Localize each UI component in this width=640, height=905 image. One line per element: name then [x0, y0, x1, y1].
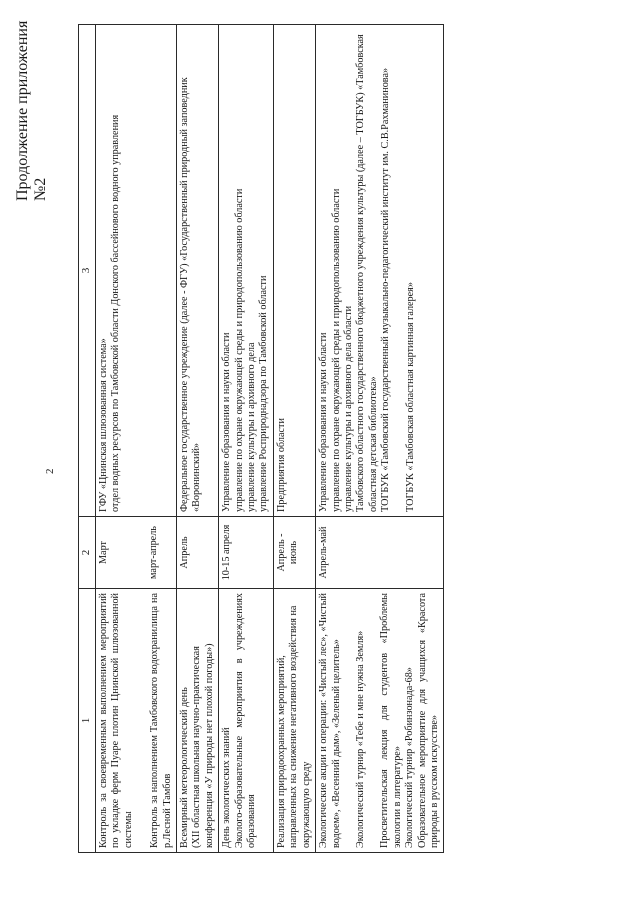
table-row — [219, 25, 274, 853]
event-text: Экологические акции и операции: «Чистый лес», «Чистый водоем», «Весенний дым», «Зеленый целитель» — [318, 593, 342, 848]
organizer-cell — [219, 25, 274, 517]
event-text: Контроль за своевременным выполнением мероприятий по укладке ферм Пуаре плотин Цнинской шлюзованной системы — [98, 593, 134, 848]
organizer-text: управление по охране окружающей среды и природопользованию области — [330, 188, 342, 512]
organizer-cell — [273, 25, 315, 517]
spacer — [393, 29, 405, 512]
date-text: Апрель-май — [318, 526, 330, 579]
event-text: Экологический турнир «Тебе и мне нужна Земля» — [354, 630, 366, 848]
date-text: Апрель - июнь — [275, 533, 300, 572]
column-header: 1 — [79, 589, 96, 853]
table-row — [96, 25, 177, 853]
date-text: Апрель — [179, 536, 191, 569]
event-text: Всемирный метеорологический день — [179, 687, 191, 848]
date-text: Март — [98, 541, 109, 564]
events-table — [78, 24, 444, 853]
event-text: День экологических знаний — [221, 727, 233, 848]
organizer-text: управление по охране окружающей среды и природопользованию области — [233, 188, 245, 512]
date-cell — [316, 517, 444, 589]
event-cell — [219, 589, 274, 853]
organizer-text: Тамбовского областного государственного бюджетного учреждения культуры (далее – ТОГБУК) «Тамбовская областная детская библиотека» — [355, 34, 379, 512]
organizer-text: ТОГБУК «Тамбовская областная картинная галерея» — [404, 282, 416, 512]
event-text: Просветительская лекция для студентов «Проблемы экологии в литературе» — [379, 593, 403, 848]
organizer-cell — [316, 25, 444, 517]
event-text: Образовательное мероприятие для учащихся «Красота природы в русском искусстве» — [416, 593, 440, 848]
date-text: март-апрель — [148, 526, 160, 579]
event-cell — [316, 589, 444, 853]
event-text: Контроль за наполнением Тамбовского водохранилища на р.Лесной Тамбов — [149, 593, 173, 848]
table-row — [177, 25, 219, 853]
organizer-text: управление культуры и архивного дела — [246, 342, 258, 512]
spacer — [367, 593, 379, 848]
date-cell — [177, 517, 219, 589]
table-row — [316, 25, 444, 853]
organizer-text: ГФУ «Цнинская шлюзованная система» — [98, 338, 109, 512]
event-text: Эколого-образовательные мероприятия в учреждениях образования — [233, 593, 258, 848]
date-cell — [273, 517, 315, 589]
organizer-text: Управление образования и науки области — [318, 332, 330, 512]
spacer — [343, 593, 355, 848]
page-heading: Продолжение приложения №2 — [14, 20, 49, 201]
organizer-text: ТОГБУК «Тамбовский государственный музыкально-педагогический институт им. С.В.Рахманинова» — [380, 67, 392, 512]
organizer-text: Федеральное государственное учреждение (далее - ФГУ) «Государственный природный заповедник «Воронинский» — [179, 77, 203, 512]
event-cell — [96, 589, 177, 853]
date-text: 10-15 апреля — [221, 524, 233, 581]
event-text: Экологический турнир «Робинзонада-68» — [404, 667, 416, 848]
organizer-text: отдел водных ресурсов по Тамбовской области Донского бассейнового водного управления — [110, 114, 122, 512]
event-cell — [273, 589, 315, 853]
event-cell — [177, 589, 219, 853]
organizer-text: управление Росприроднадзора по Тамбовской области — [258, 275, 270, 512]
table-row — [273, 25, 315, 853]
date-cell — [219, 517, 274, 589]
organizer-cell — [96, 25, 177, 517]
column-header: 3 — [79, 25, 96, 517]
column-header: 2 — [79, 517, 96, 589]
organizer-text: управление культуры и архивного дела области — [342, 305, 354, 512]
page-number: 2 — [44, 468, 56, 474]
table-header-row — [79, 25, 96, 853]
organizer-cell — [177, 25, 219, 517]
organizer-text: Управление образования и науки области — [221, 332, 233, 512]
organizer-text: Предприятия области — [275, 418, 287, 512]
date-cell — [96, 517, 177, 589]
event-text: Реализация природоохранных мероприятий, направленных на снижение негативного воздействия на окружающую среду — [275, 605, 312, 848]
event-text: (XII областная школьная научно-практическая конференция «У природы нет плохой погоды») — [191, 643, 215, 848]
